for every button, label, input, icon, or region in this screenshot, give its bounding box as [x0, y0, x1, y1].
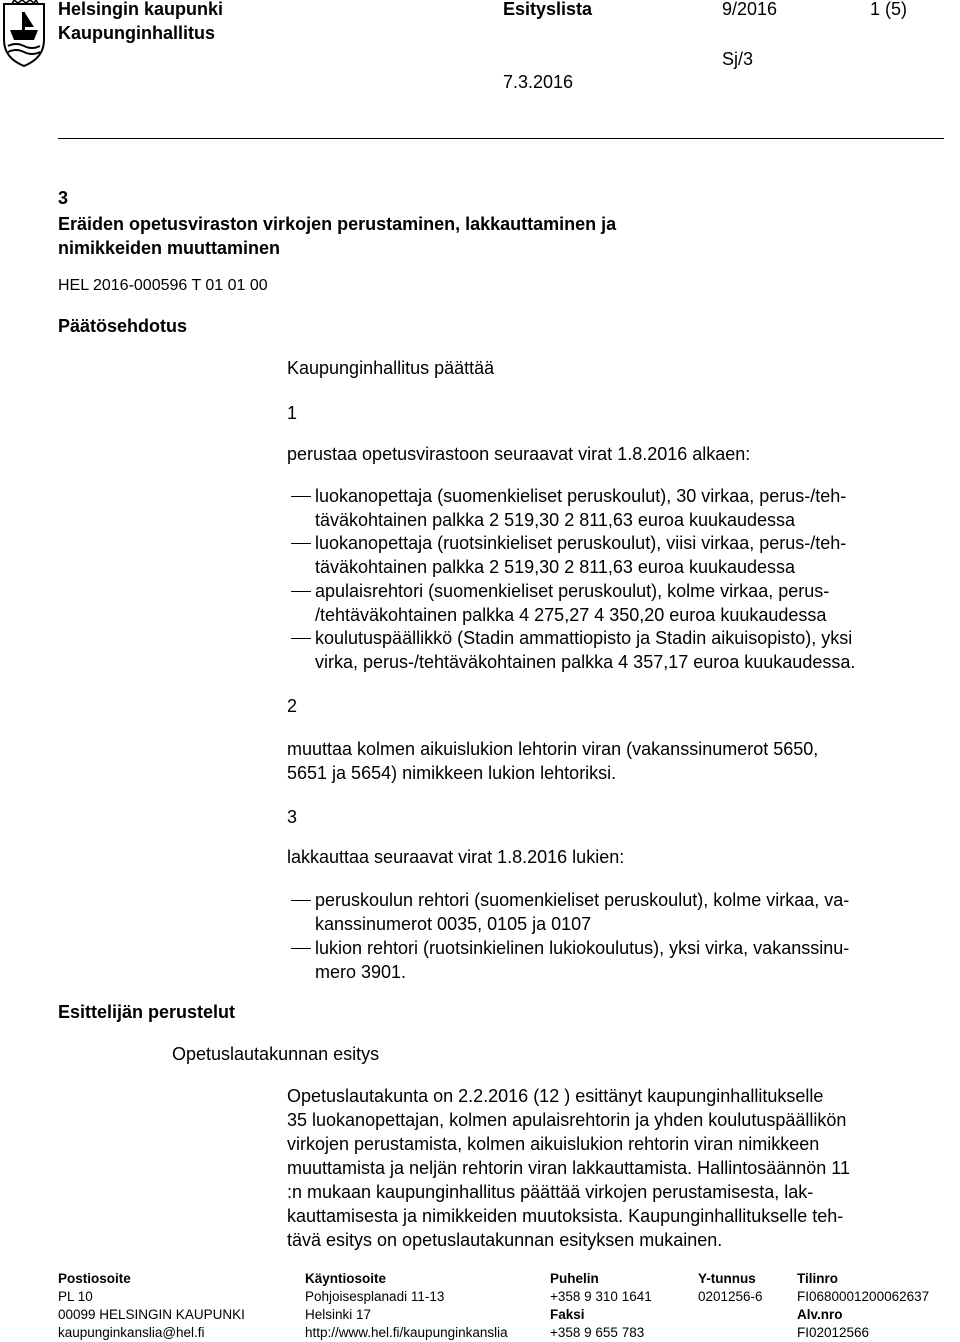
- header-doc-number: 9/2016: [722, 0, 778, 19]
- footer-line: 0201256-6: [698, 1289, 763, 1304]
- footer-label: Puhelin: [550, 1271, 599, 1286]
- footer-label: Faksi: [550, 1307, 585, 1322]
- rationale-line: :n mukaan kaupunginhallitus päättää virkojen perustamisesta, lak-: [287, 1182, 814, 1202]
- title-line-2: nimikkeiden muuttaminen: [58, 238, 281, 258]
- footer-line: FI02012566: [797, 1325, 870, 1340]
- item3-bullet-1a: peruskoulun rehtori (suomenkieliset peruskoulut), kolme virkaa, va-: [315, 890, 850, 910]
- header-section-ref: Sj/3: [722, 49, 754, 69]
- footer-label: Alv.nro: [797, 1307, 843, 1322]
- rationale-line: muuttamista ja neljän rehtorin viran lakkauttamista. Hallintosäännön 11: [287, 1158, 850, 1178]
- bullet-dash: [291, 948, 311, 949]
- footer-label: Tilinro: [797, 1271, 839, 1286]
- city-crest-logo: [0, 0, 48, 68]
- item1-bullet-3a: apulaisrehtori (suomenkieliset peruskoulut), kolme virkaa, perus-: [315, 581, 830, 601]
- item2-line-2: 5651 ja 5654) nimikkeen lukion lehtoriksi.: [287, 763, 617, 783]
- footer-line: FI0680001200062637: [797, 1289, 930, 1304]
- item1-bullet-2b: täväkohtainen palkka 2 519,30 2 811,63 euroa kuukaudessa: [315, 557, 796, 577]
- footer-line: PL 10: [58, 1289, 93, 1304]
- item1-bullet-4a: koulutuspäällikkö (Stadin ammattiopisto ja Stadin aikuisopisto), yksi: [315, 628, 853, 648]
- footer-url: http://www.hel.fi/kaupunginkanslia: [305, 1325, 508, 1340]
- item1-bullet-3b: /tehtäväkohtainen palkka 4 275,27 4 350,20 euroa kuukaudessa: [315, 605, 827, 625]
- bullet-dash: [291, 496, 311, 497]
- header-body-name: Kaupunginhallitus: [58, 23, 215, 43]
- header-page: 1 (5): [870, 0, 908, 19]
- header-doc-type: Esityslista: [503, 0, 593, 19]
- item3-bullet-1b: kanssinumerot 0035, 0105 ja 0107: [315, 914, 592, 934]
- proposal-heading: Päätösehdotus: [58, 316, 188, 336]
- item1-bullet-2a: luokanopettaja (ruotsinkieliset peruskoulut), viisi virkaa, perus-/teh-: [315, 533, 847, 553]
- item1-text: perustaa opetusvirastoon seuraavat virat 1.8.2016 alkaen:: [287, 444, 751, 464]
- footer-line: 00099 HELSINGIN KAUPUNKI: [58, 1307, 245, 1322]
- footer-line: +358 9 655 783: [550, 1325, 645, 1340]
- header-org-name: Helsingin kaupunki: [58, 0, 224, 19]
- item3-number: 3: [287, 807, 298, 827]
- rationale-line: tävä esitys on opetuslautakunnan esityksen mukainen.: [287, 1230, 723, 1250]
- rationale-line: 35 luokanopettajan, kolmen apulaisrehtorin ja yhden koulutuspäällikön: [287, 1110, 847, 1130]
- footer-label: Käyntiosoite: [305, 1271, 387, 1286]
- rationale-line: kauttamisesta ja nimikkeiden muutoksista. Kaupunginhallitukselle teh-: [287, 1206, 844, 1226]
- footer-label: Postiosoite: [58, 1271, 131, 1286]
- title-line-1: Eräiden opetusviraston virkojen perustaminen, lakkauttaminen ja: [58, 214, 617, 234]
- item3-bullet-2b: mero 3901.: [315, 962, 407, 982]
- item3-bullet-2a: lukion rehtori (ruotsinkielinen lukiokoulutus), yksi virka, vakanssinu-: [315, 938, 850, 958]
- item3-text: lakkauttaa seuraavat virat 1.8.2016 lukien:: [287, 847, 625, 867]
- rationale-line: Opetuslautakunta on 2.2.2016 (12 ) esittänyt kaupunginhallitukselle: [287, 1086, 824, 1106]
- footer-email: kaupunginkanslia@hel.fi: [58, 1325, 205, 1340]
- reference-number: HEL 2016-000596 T 01 01 00: [58, 277, 268, 294]
- item2-number: 2: [287, 696, 298, 716]
- footer-postal-column: [58, 1270, 245, 1342]
- bullet-dash: [291, 900, 311, 901]
- item1-bullet-1a: luokanopettaja (suomenkieliset peruskoulut), 30 virkaa, perus-/teh-: [315, 486, 847, 506]
- footer-label: Y-tunnus: [698, 1271, 756, 1286]
- footer-account-column: [797, 1270, 929, 1342]
- bullet-dash: [291, 543, 311, 544]
- rationale-line: virkojen perustamista, kolmen aikuislukion rehtorin viran nimikkeen: [287, 1134, 820, 1154]
- item1-bullet-1b: täväkohtainen palkka 2 519,30 2 811,63 euroa kuukaudessa: [315, 510, 796, 530]
- footer-line: Helsinki 17: [305, 1307, 372, 1322]
- bullet-dash: [291, 591, 311, 592]
- proposal-intro: Kaupunginhallitus päättää: [287, 358, 495, 378]
- rationale-subheading: Opetuslautakunnan esitys: [172, 1044, 380, 1064]
- footer-phone-column: [550, 1270, 652, 1342]
- bullet-dash: [291, 638, 311, 639]
- footer-line: +358 9 310 1641: [550, 1289, 652, 1304]
- header-date: 7.3.2016: [503, 72, 574, 92]
- item-number: 3: [58, 188, 69, 208]
- item1-number: 1: [287, 403, 298, 423]
- footer-business-id-column: [698, 1270, 763, 1306]
- rationale-heading: Esittelijän perustelut: [58, 1002, 236, 1022]
- footer-line: Pohjoisesplanadi 11-13: [305, 1289, 445, 1304]
- header-rule: [58, 138, 944, 139]
- item2-line-1: muuttaa kolmen aikuislukion lehtorin viran (vakanssinumerot 5650,: [287, 739, 819, 759]
- footer-visit-column: [305, 1270, 508, 1342]
- item1-bullet-4b: virka, perus-/tehtäväkohtainen palkka 4 357,17 euroa kuukaudessa.: [315, 652, 856, 672]
